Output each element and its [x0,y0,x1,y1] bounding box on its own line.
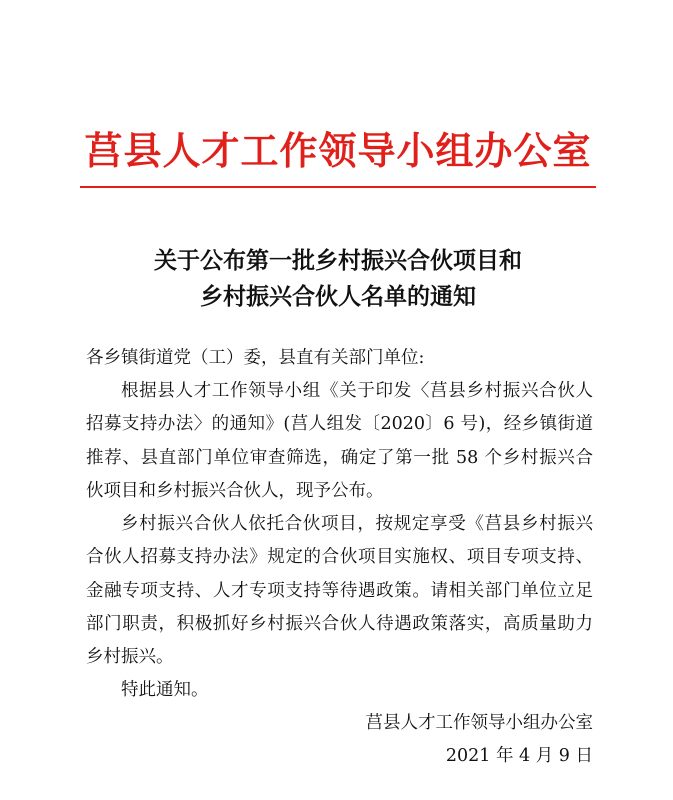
paragraph-2-line-5: 乡村振兴。 [86,647,174,667]
paragraph-2-line-2: 合伙人招募支持办法》规定的合伙项目实施权、项目专项支持、 [86,547,593,567]
closing-text: 特此通知。 [121,680,209,700]
document-title-line-1: 关于公布第一批乡村振兴合伙项目和 [154,247,522,274]
signature-date: 2021 年 4 月 9 日 [445,746,593,766]
paragraph-1-line-4: 伙项目和乡村振兴合伙人，现予公布。 [86,481,384,501]
paragraph-1-line-1: 根据县人才工作领导小组《关于印发〈莒县乡村振兴合伙人 [121,381,593,401]
paragraph-2-line-4: 部门职责，积极抓好乡村振兴合伙人待遇政策落实，高质量助力 [86,614,593,634]
red-header-rule [80,186,596,188]
paragraph-2-line-3: 金融专项支持、人才专项支持等待遇政策。请相关部门单位立足 [86,581,593,601]
paragraph-1-line-3: 推荐、县直部门单位审查筛选，确定了第一批 58 个乡村振兴合 [86,448,593,468]
salutation: 各乡镇街道党（工）委，县直有关部门单位: [86,348,425,368]
paragraph-2-line-1: 乡村振兴合伙人依托合伙项目，按规定享受《莒县乡村振兴 [121,514,593,534]
paragraph-1-line-2: 招募支持办法〉的通知》(莒人组发〔2020〕6 号)，经乡镇街道 [86,414,593,434]
issuing-org-title: 莒县人才工作领导小组办公室 [84,128,592,173]
document-title-line-2: 乡村振兴合伙人名单的通知 [200,283,476,310]
signature-org: 莒县人才工作领导小组办公室 [365,713,593,733]
